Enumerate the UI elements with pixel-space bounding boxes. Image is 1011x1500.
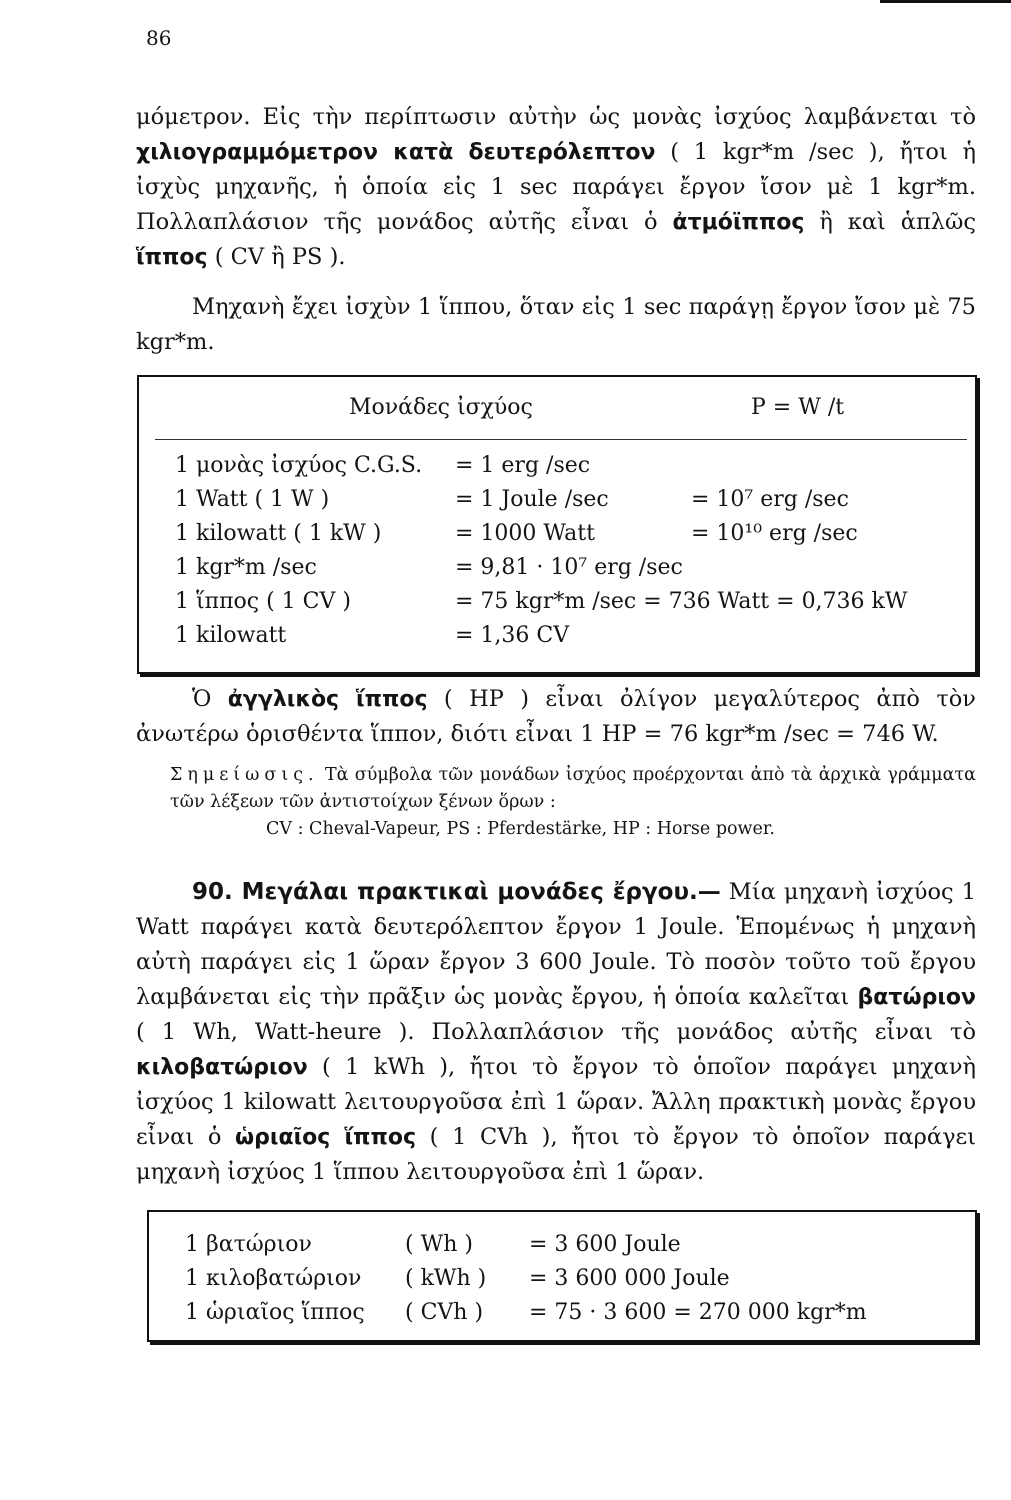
unit-cell: 1 Watt ( 1 W ): [175, 487, 330, 512]
note-label: Σημείωσις.: [170, 765, 319, 785]
unit-symbol-cell: ( Wh ): [405, 1232, 473, 1257]
header-divider: [155, 439, 967, 440]
work-units-table: [147, 1210, 977, 1342]
table-row: [139, 623, 975, 657]
table-row: [139, 521, 975, 555]
equivalence-cell: = 1 erg /sec: [455, 453, 591, 478]
table-row: [139, 555, 975, 589]
text: ( CV ἢ PS ).: [207, 244, 346, 270]
equivalence-cell: = 1000 Watt: [455, 521, 595, 546]
text: Ὁ: [192, 686, 228, 712]
text: ( 1 Wh, Watt-heure ). Πολλαπλάσιον τῆς μονάδος αὐτῆς εἶναι τὸ: [136, 1019, 976, 1045]
unit-name-cell: 1 βατώριον: [185, 1232, 312, 1257]
equivalence-cell: = 1,36 CV: [455, 623, 570, 648]
text: ( HP ) εἶναι ὀλίγον μεγαλύτερος ἀπὸ τὸν ἀνωτέρω ὁρισθέντα ἵππον, διότι εἶναι 1 HP = 76 kgr*m /sec = 746 W.: [136, 686, 976, 747]
term-ippos: ἵππος: [136, 245, 208, 270]
term-batorion: βατώριον: [857, 985, 976, 1010]
paragraph-horsepower-def: Μηχανὴ ἔχει ἰσχὺν 1 ἵππου, ὅταν εἰς 1 sec παράγῃ ἔργον ἴσον μὲ 75 kgr*m.: [136, 294, 976, 355]
paragraph-english-horsepower: [136, 682, 976, 752]
note-abbreviations: CV : Cheval-Vapeur, PS : Pferdestärke, HP : Horse power.: [266, 819, 775, 839]
table-row: [139, 453, 975, 487]
page-edge-line: [880, 0, 1011, 3]
power-units-table: [137, 375, 977, 674]
unit-name-cell: 1 ὡριαῖος ἵππος: [185, 1300, 365, 1325]
text: ( 1 kWh ), ἤτοι τὸ ἔργον τὸ ὁποῖον παράγει μηχανὴ ἰσχύος 1 kilowatt λειτουργοῦσα ἐπὶ 1 ὥραν. Ἄλλη πρακτικὴ μονὰς ἔργου εἶναι ὁ: [136, 1054, 976, 1150]
equivalence-cell: = 1 Joule /sec: [455, 487, 609, 512]
term-horse-hour: ὡριαῖος ἵππος: [235, 1125, 417, 1150]
term-atmoippos: ἀτμόϊππος: [672, 210, 805, 235]
section-90: [136, 875, 976, 1190]
unit-cell: 1 kilowatt: [175, 623, 287, 648]
unit-cell: 1 μονὰς ἰσχύος C.G.S.: [175, 453, 423, 478]
unit-cell: 1 ἵππος ( 1 CV ): [175, 589, 351, 614]
text: ( 1 CVh ), ἤτοι τὸ ἔργον τὸ ὁποῖον παράγει μηχανὴ ἰσχύος 1 ἵππου λειτουργοῦσα ἐπὶ 1 ὥραν.: [136, 1124, 977, 1185]
unit-value-cell: = 3 600 000 Joule: [529, 1266, 730, 1291]
unit-symbol-cell: ( kWh ): [405, 1266, 487, 1291]
unit-value-cell: = 3 600 Joule: [529, 1232, 681, 1257]
term-english-horsepower: ἀγγλικὸς ἵππος: [227, 687, 428, 712]
table-row: [139, 589, 975, 623]
term-kilobatorion: κιλοβατώριον: [136, 1055, 308, 1080]
table-row: [149, 1266, 975, 1300]
text: μόμετρον. Εἰς τὴν περίπτωσιν αὐτὴν ὡς μονὰς ἰσχύος λαμβάνεται τὸ: [136, 104, 976, 130]
paragraph-power-units: [136, 100, 976, 275]
unit-value-cell: = 75 · 3 600 = 270 000 kgr*m: [529, 1300, 867, 1325]
section-heading: 90. Μεγάλαι πρακτικαὶ μονάδες ἔργου.—: [192, 879, 721, 905]
note-text: Τὰ σύμβολα τῶν μονάδων ἰσχύος προέρχονται ἀπὸ τὰ ἀρχικὰ γράμματα τῶν λέξεων τῶν ἀντιστοίχων ξένων ὅρων :: [170, 765, 976, 812]
equivalence-cell: = 75 kgr*m /sec = 736 Watt = 0,736 kW: [455, 589, 908, 614]
term-kgm-per-sec: χιλιογραμμόμετρον κατὰ δευτερόλεπτον: [136, 140, 656, 165]
unit-name-cell: 1 κιλοβατώριον: [185, 1266, 362, 1291]
unit-symbol-cell: ( CVh ): [405, 1300, 484, 1325]
table-row: [149, 1232, 975, 1266]
table-row: [139, 487, 975, 521]
unit-cell: 1 kilowatt ( 1 kW ): [175, 521, 382, 546]
unit-cell: 1 kgr*m /sec: [175, 555, 317, 580]
equivalence-cell: = 9,81 · 10⁷ erg /sec: [455, 555, 683, 580]
note: [170, 762, 976, 843]
header-formula: P = W /t: [751, 395, 845, 420]
equivalence2-cell: = 10⁷ erg /sec: [691, 487, 849, 512]
header-units: Μονάδες ἰσχύος: [349, 395, 533, 420]
text: ἢ καὶ ἁπλῶς: [804, 209, 976, 235]
text: ( 1 kgr*m /sec ), ἤτοι ἡ ἰσχὺς μηχανῆς, ἡ ὁποία εἰς 1 sec παράγει ἔργον ἴσον μὲ 1 kgr*m. Πολλαπλάσιον τῆς μονάδος αὐτῆς εἶναι ὁ: [136, 139, 976, 235]
page-number: 86: [146, 26, 172, 50]
table-header: [139, 395, 975, 427]
equivalence2-cell: = 10¹⁰ erg /sec: [691, 521, 858, 546]
table-row: [149, 1300, 975, 1334]
text: Μία μηχανὴ ἰσχύος 1 Watt παράγει κατὰ δευτερόλεπτον ἔργον 1 Joule. Ἑπομένως ἡ μηχανὴ αὐτὴ παράγει εἰς 1 ὥραν ἔργον 3 600 Joule. Τὸ ποσὸν τοῦτο τοῦ ἔργου λαμβάνεται εἰς τὴν πρᾶξιν ὡς μονὰς ἔργου, ἡ ὁποία καλεῖται: [136, 879, 976, 1010]
